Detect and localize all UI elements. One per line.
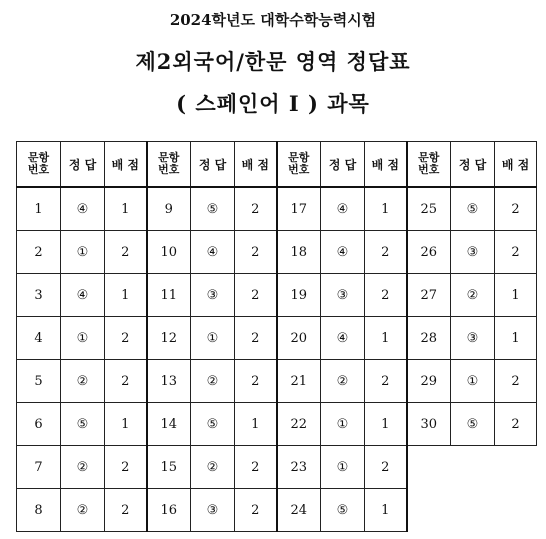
answer-cell: ② <box>61 489 105 532</box>
question-number-cell: 19 <box>277 274 321 317</box>
answer-cell: ⑤ <box>61 403 105 446</box>
answer-cell: ⑤ <box>451 187 495 231</box>
answer-cell: ② <box>191 360 235 403</box>
points-cell: 2 <box>495 360 537 403</box>
answer-cell: ⑤ <box>451 403 495 446</box>
subject-title: 제2외국어/한문 영역 정답표 <box>135 49 411 74</box>
question-number-cell: 27 <box>407 274 451 317</box>
table-row <box>17 187 537 231</box>
question-number-cell: 5 <box>17 360 61 403</box>
answer-cell: ① <box>321 446 365 489</box>
points-cell: 1 <box>365 187 407 231</box>
question-number-cell: 25 <box>407 187 451 231</box>
question-number-cell: 3 <box>17 274 61 317</box>
question-number-cell: 17 <box>277 187 321 231</box>
question-number-cell: 2 <box>17 231 61 274</box>
table-row <box>17 274 537 317</box>
answer-cell: ③ <box>451 317 495 360</box>
header-points: 배 점 <box>495 142 537 188</box>
answer-cell: ② <box>61 360 105 403</box>
question-number-cell: 9 <box>147 187 191 231</box>
answer-cell: ③ <box>191 489 235 532</box>
question-number-cell: 11 <box>147 274 191 317</box>
points-cell: 2 <box>365 231 407 274</box>
question-number-cell: 6 <box>17 403 61 446</box>
table-row <box>17 317 537 360</box>
answer-cell: ④ <box>191 231 235 274</box>
question-number-cell: 4 <box>17 317 61 360</box>
points-cell: 1 <box>495 317 537 360</box>
question-number-cell: 23 <box>277 446 321 489</box>
question-number-cell: 14 <box>147 403 191 446</box>
answer-cell: ② <box>321 360 365 403</box>
answer-cell: ① <box>451 360 495 403</box>
points-cell: 2 <box>105 231 147 274</box>
question-number-cell: 24 <box>277 489 321 532</box>
points-cell: 2 <box>235 360 277 403</box>
header-points: 배 점 <box>105 142 147 188</box>
points-cell: 2 <box>235 231 277 274</box>
points-cell: 2 <box>365 446 407 489</box>
header-points: 배 점 <box>365 142 407 188</box>
points-cell: 1 <box>365 317 407 360</box>
subject-subtitle: ( 스페인어 Ⅰ ) 과목 <box>176 91 370 116</box>
answer-cell: ② <box>61 446 105 489</box>
question-number-cell: 7 <box>17 446 61 489</box>
header-answer: 정 답 <box>451 142 495 188</box>
points-cell: 1 <box>365 403 407 446</box>
answer-cell: ⑤ <box>191 403 235 446</box>
question-number-cell: 8 <box>17 489 61 532</box>
question-number-cell: 20 <box>277 317 321 360</box>
points-cell: 2 <box>235 489 277 532</box>
points-cell: 2 <box>495 231 537 274</box>
question-number-cell: 12 <box>147 317 191 360</box>
header-question-number: 문항 번호 <box>277 142 321 188</box>
empty-cell <box>407 446 537 489</box>
exam-name: 2024학년도 대학수학능력시험 <box>169 11 377 29</box>
answer-cell: ① <box>191 317 235 360</box>
question-number-cell: 18 <box>277 231 321 274</box>
question-number-cell: 10 <box>147 231 191 274</box>
answer-cell: ① <box>61 317 105 360</box>
table-row <box>17 403 537 446</box>
answer-cell: ④ <box>321 317 365 360</box>
question-number-cell: 13 <box>147 360 191 403</box>
points-cell: 2 <box>105 489 147 532</box>
table-row <box>17 231 537 274</box>
points-cell: 1 <box>495 274 537 317</box>
points-cell: 2 <box>235 446 277 489</box>
header-points: 배 점 <box>235 142 277 188</box>
answer-cell: ② <box>451 274 495 317</box>
points-cell: 2 <box>235 187 277 231</box>
answer-cell: ④ <box>321 231 365 274</box>
points-cell: 2 <box>105 317 147 360</box>
answer-cell: ② <box>191 446 235 489</box>
question-number-cell: 29 <box>407 360 451 403</box>
question-number-cell: 1 <box>17 187 61 231</box>
answer-cell: ④ <box>321 187 365 231</box>
points-cell: 1 <box>105 187 147 231</box>
table-row <box>17 489 537 532</box>
answer-cell: ④ <box>61 274 105 317</box>
answer-cell: ③ <box>191 274 235 317</box>
question-number-cell: 21 <box>277 360 321 403</box>
answer-key-table <box>16 141 537 532</box>
header-answer: 정 답 <box>61 142 105 188</box>
table-body <box>17 187 537 532</box>
answer-cell: ① <box>61 231 105 274</box>
answer-cell: ① <box>321 403 365 446</box>
points-cell: 2 <box>105 360 147 403</box>
question-number-cell: 28 <box>407 317 451 360</box>
header-question-number: 문항 번호 <box>147 142 191 188</box>
points-cell: 1 <box>105 274 147 317</box>
points-cell: 2 <box>495 403 537 446</box>
answer-cell: ④ <box>61 187 105 231</box>
answer-cell: ③ <box>451 231 495 274</box>
points-cell: 1 <box>105 403 147 446</box>
points-cell: 2 <box>235 274 277 317</box>
question-number-cell: 15 <box>147 446 191 489</box>
header-question-number: 문항 번호 <box>407 142 451 188</box>
question-number-cell: 16 <box>147 489 191 532</box>
points-cell: 1 <box>365 489 407 532</box>
header-answer: 정 답 <box>191 142 235 188</box>
points-cell: 1 <box>235 403 277 446</box>
points-cell: 2 <box>365 274 407 317</box>
table-header-row <box>17 142 537 188</box>
question-number-cell: 22 <box>277 403 321 446</box>
answer-cell: ③ <box>321 274 365 317</box>
question-number-cell: 26 <box>407 231 451 274</box>
question-number-cell: 30 <box>407 403 451 446</box>
answer-cell: ⑤ <box>321 489 365 532</box>
header-question-number: 문항 번호 <box>17 142 61 188</box>
table-row <box>17 360 537 403</box>
points-cell: 2 <box>365 360 407 403</box>
points-cell: 2 <box>495 187 537 231</box>
empty-cell <box>407 489 537 532</box>
points-cell: 2 <box>105 446 147 489</box>
header-answer: 정 답 <box>321 142 365 188</box>
answer-cell: ⑤ <box>191 187 235 231</box>
points-cell: 2 <box>235 317 277 360</box>
table-row <box>17 446 537 489</box>
